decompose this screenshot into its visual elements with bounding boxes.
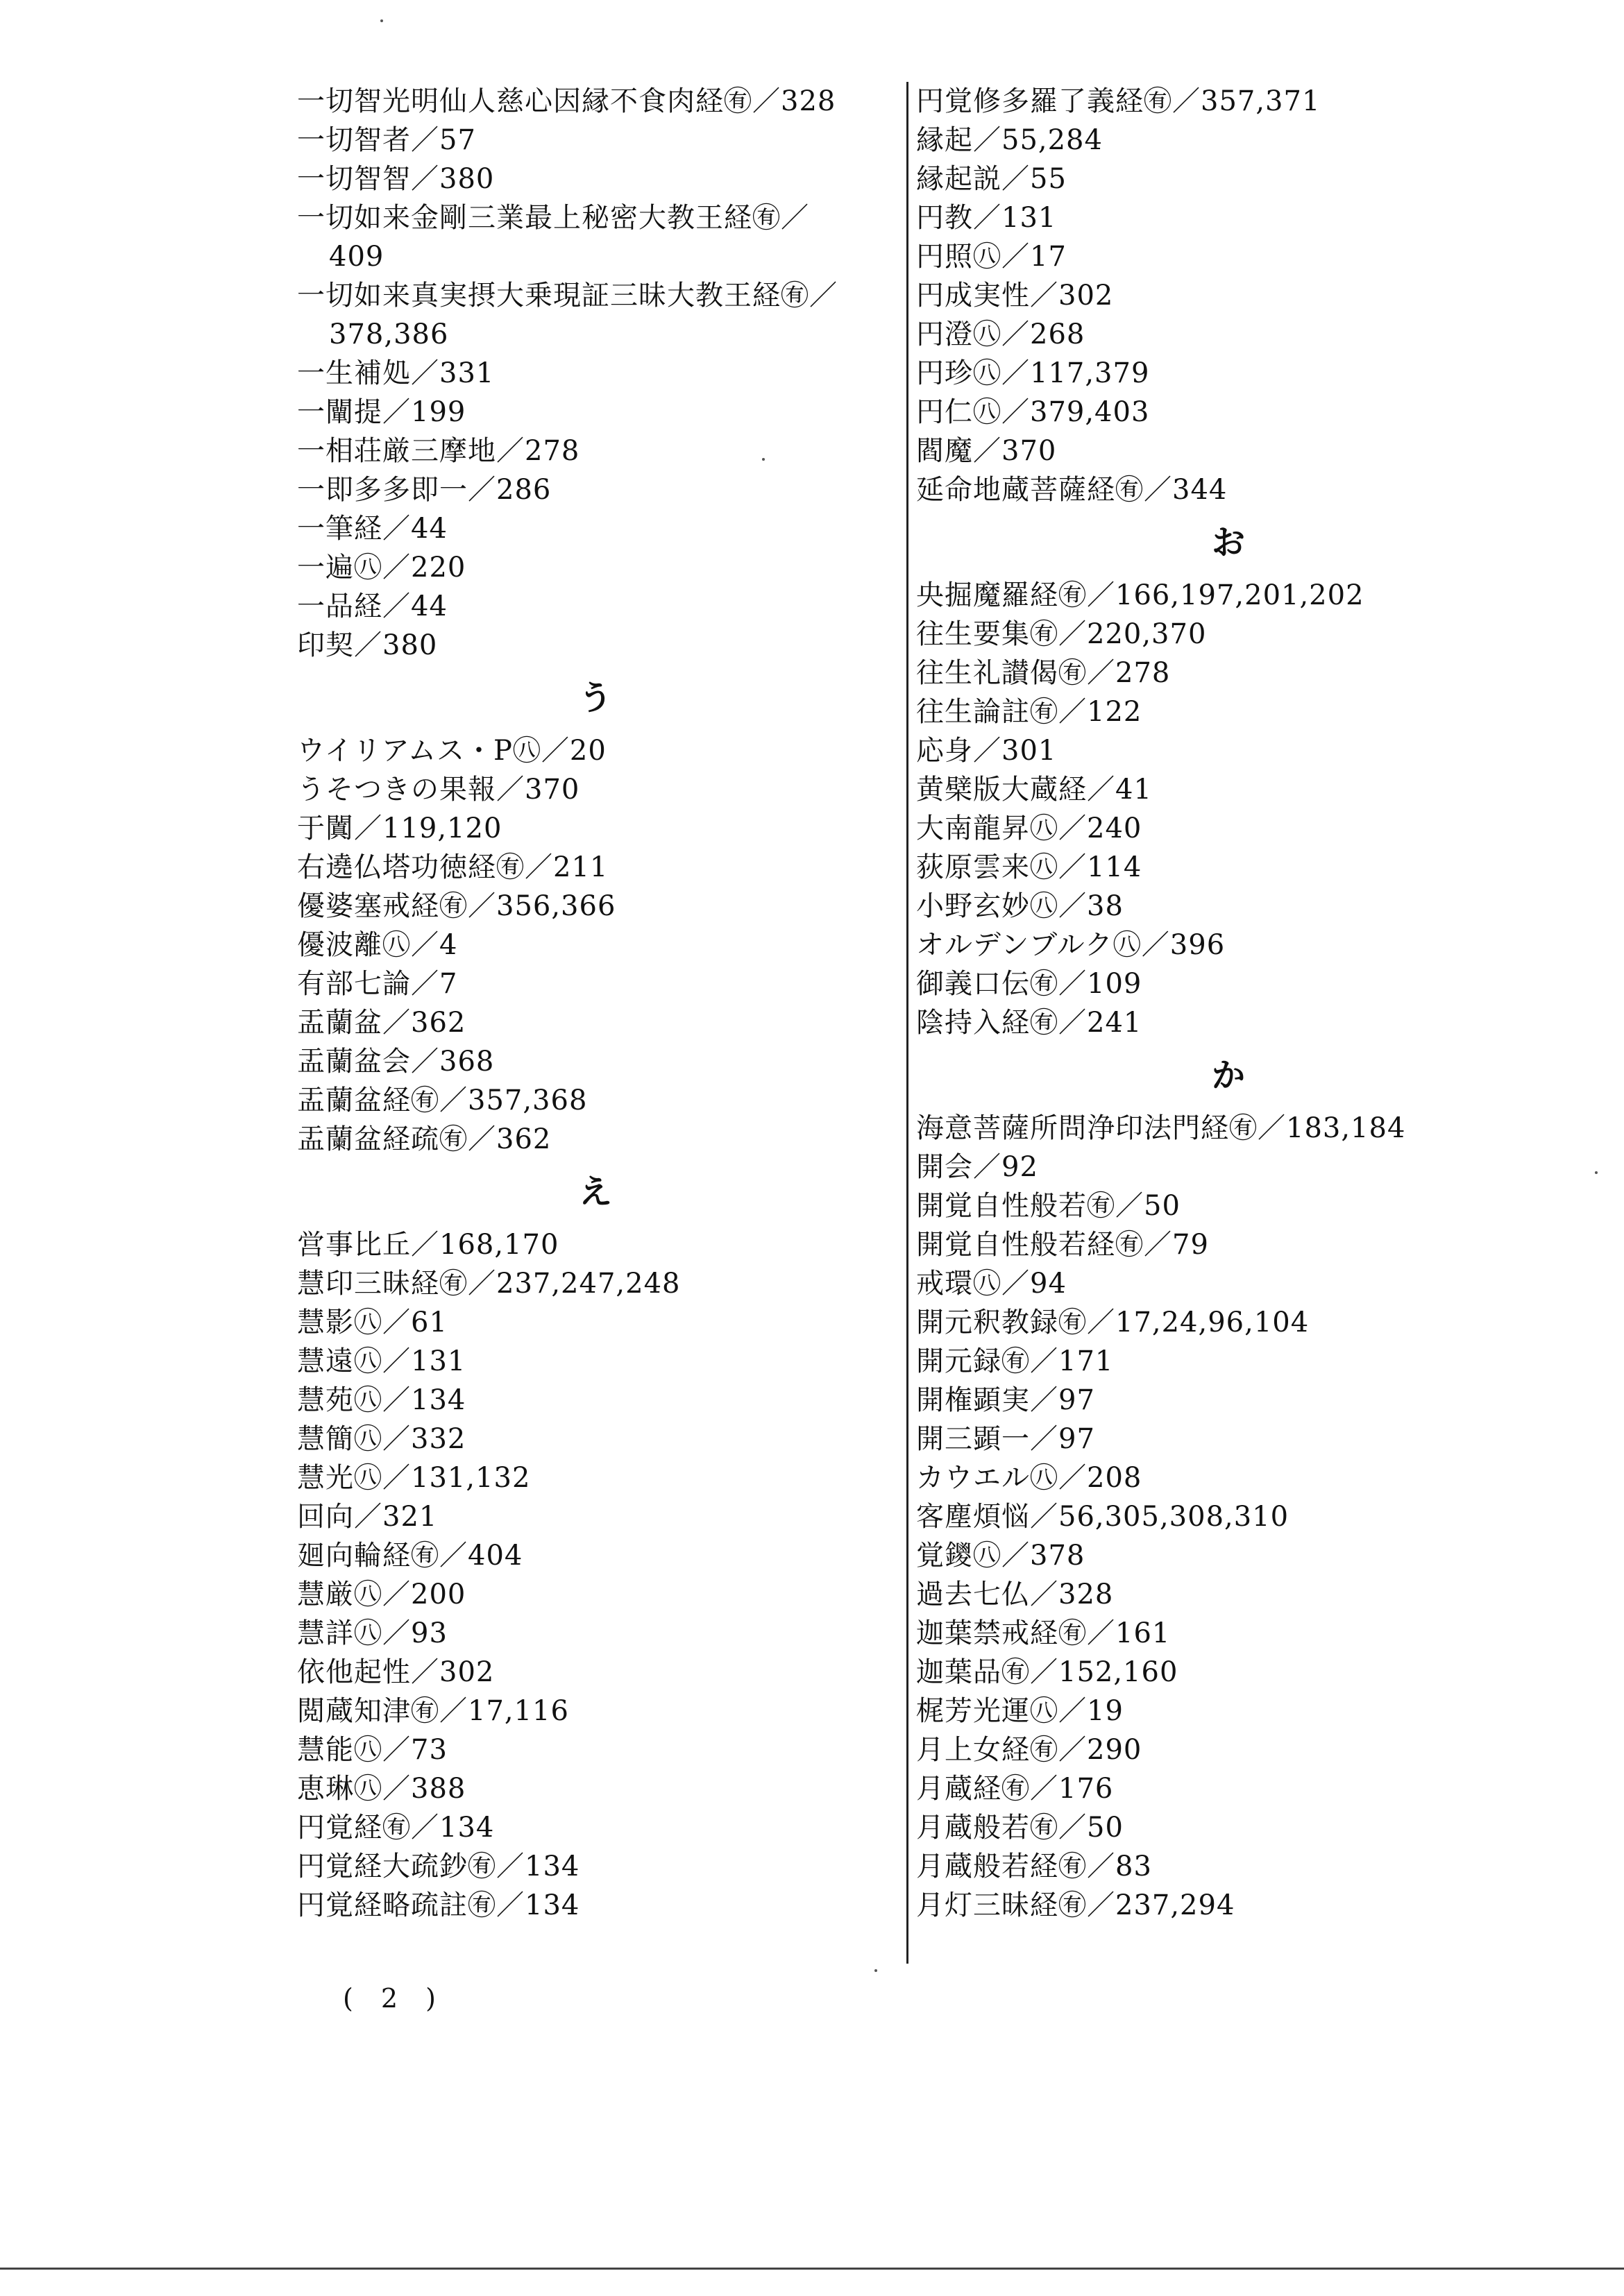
index-entry: 慧詳㊇／93 xyxy=(297,1617,448,1649)
index-entry: 御義口伝㊒／109 xyxy=(916,968,1142,1000)
index-entry: 開三顕一／97 xyxy=(916,1423,1095,1455)
index-entry: 開権顕実／97 xyxy=(916,1384,1095,1416)
index-entry: 盂蘭盆経疏㊒／362 xyxy=(297,1123,552,1155)
index-entry: 迦葉品㊒／152,160 xyxy=(916,1656,1178,1688)
index-entry: 開会／92 xyxy=(916,1151,1038,1183)
index-entry: 廻向輪経㊒／404 xyxy=(297,1540,523,1572)
index-entry: オルデンブルク㊇／396 xyxy=(916,929,1226,961)
index-entry: 月灯三昧経㊒／237,294 xyxy=(916,1889,1235,1921)
index-entry: 恵琳㊇／388 xyxy=(297,1773,466,1805)
index-entry: うそつきの果報／370 xyxy=(297,774,580,806)
scan-speck xyxy=(874,1969,877,1972)
index-entry: ウイリアムス・P㊇／20 xyxy=(297,735,607,767)
section-heading: お xyxy=(1211,523,1245,562)
index-entry: 陰持入経㊒／241 xyxy=(916,1007,1142,1039)
index-entry: 一切智者／57 xyxy=(297,124,476,156)
index-entry: 荻原雲来㊇／114 xyxy=(916,851,1142,883)
index-entry: 有部七論／7 xyxy=(297,968,458,1000)
index-entry: 一品経／44 xyxy=(297,590,448,622)
index-entry: 営事比丘／168,170 xyxy=(297,1229,559,1261)
index-entry: 一切智智／380 xyxy=(297,163,495,195)
index-entry: 客塵煩悩／56,305,308,310 xyxy=(916,1501,1289,1533)
index-entry: カウエル㊇／208 xyxy=(916,1462,1142,1494)
page-number: ( 2 ) xyxy=(343,1983,446,2014)
index-entry: 迦葉禁戒経㊒／161 xyxy=(916,1617,1171,1649)
index-entry: 月上女経㊒／290 xyxy=(916,1734,1142,1766)
index-entry: 覚鑁㊇／378 xyxy=(916,1540,1085,1572)
index-entry: 慧能㊇／73 xyxy=(297,1734,448,1766)
index-entry: 小野玄妙㊇／38 xyxy=(916,890,1124,922)
index-entry: 開元釈教録㊒／17,24,96,104 xyxy=(916,1307,1310,1338)
index-entry: 開覚自性般若経㊒／79 xyxy=(916,1229,1209,1261)
index-entry: 慧厳㊇／200 xyxy=(297,1579,466,1610)
index-entry: 開覚自性般若㊒／50 xyxy=(916,1190,1181,1222)
index-entry: 月蔵経㊒／176 xyxy=(916,1773,1114,1805)
index-entry-continuation: 378,386 xyxy=(329,318,449,350)
index-entry: 大南龍昇㊇／240 xyxy=(916,813,1142,844)
index-entry: 往生要集㊒／220,370 xyxy=(916,618,1207,650)
index-entry: 慧遠㊇／131 xyxy=(297,1345,466,1377)
index-entry: 円成実性／302 xyxy=(916,280,1114,312)
index-entry: 閻魔／370 xyxy=(916,435,1057,467)
index-entry: 応身／301 xyxy=(916,735,1057,767)
index-entry: 一筆経／44 xyxy=(297,513,448,545)
index-entry: 央掘魔羅経㊒／166,197,201,202 xyxy=(916,579,1364,611)
index-column-right xyxy=(916,82,1541,1925)
index-entry: 往生礼讃偈㊒／278 xyxy=(916,657,1171,689)
index-entry: 円覚経㊒／134 xyxy=(297,1812,495,1844)
index-entry: 盂蘭盆／362 xyxy=(297,1007,466,1039)
index-entry: 慧簡㊇／332 xyxy=(297,1423,466,1455)
scan-speck xyxy=(380,19,383,22)
index-entry: 慧影㊇／61 xyxy=(297,1307,448,1338)
index-column-left xyxy=(297,82,894,1925)
index-entry: 縁起説／55 xyxy=(916,163,1067,195)
index-entry: 回向／321 xyxy=(297,1501,438,1533)
index-entry: 一切如来真実摂大乗現証三昧大教王経㊒／ xyxy=(297,280,838,312)
index-entry: 慧印三昧経㊒／237,247,248 xyxy=(297,1268,681,1300)
index-entry: 盂蘭盆経㊒／357,368 xyxy=(297,1085,588,1116)
index-entry: 一生補処／331 xyxy=(297,357,495,389)
index-entry: 一遍㊇／220 xyxy=(297,552,466,584)
index-entry: 縁起／55,284 xyxy=(916,124,1103,156)
section-heading: え xyxy=(578,1173,612,1211)
index-entry: 一切智光明仙人慈心因縁不食肉経㊒／328 xyxy=(297,85,836,117)
index-entry: 過去七仏／328 xyxy=(916,1579,1114,1610)
index-entry: 優婆塞戒経㊒／356,366 xyxy=(297,890,616,922)
index-entry: 円珍㊇／117,379 xyxy=(916,357,1150,389)
index-entry: 一切如来金剛三業最上秘密大教王経㊒／ xyxy=(297,202,809,234)
section-heading: か xyxy=(1211,1056,1245,1095)
index-entry: 往生論註㊒／122 xyxy=(916,696,1142,728)
index-entry: 円覚経略疏註㊒／134 xyxy=(297,1889,580,1921)
index-entry: 優波離㊇／4 xyxy=(297,929,458,961)
index-entry: 延命地蔵菩薩経㊒／344 xyxy=(916,474,1228,506)
index-entry-continuation: 409 xyxy=(329,241,384,273)
index-entry: 円仁㊇／379,403 xyxy=(916,396,1150,428)
index-entry: 月蔵般若経㊒／83 xyxy=(916,1851,1152,1882)
index-entry: 依他起性／302 xyxy=(297,1656,495,1688)
index-entry: 円照㊇／17 xyxy=(916,241,1067,273)
index-entry: 梶芳光運㊇／19 xyxy=(916,1695,1124,1727)
index-entry: 海意菩薩所問浄印法門経㊒／183,184 xyxy=(916,1112,1406,1144)
index-entry: 月蔵般若㊒／50 xyxy=(916,1812,1124,1844)
index-entry: 一闡提／199 xyxy=(297,396,466,428)
index-entry: 黄檗版大蔵経／41 xyxy=(916,774,1152,806)
index-entry: 盂蘭盆会／368 xyxy=(297,1046,495,1078)
index-entry: 于闐／119,120 xyxy=(297,813,502,844)
index-entry: 円覚経大疏鈔㊒／134 xyxy=(297,1851,580,1882)
scan-speck xyxy=(1595,1171,1598,1174)
index-entry: 戒環㊇／94 xyxy=(916,1268,1067,1300)
index-entry: 円澄㊇／268 xyxy=(916,318,1085,350)
index-entry: 右遶仏塔功徳経㊒／211 xyxy=(297,851,609,883)
index-entry: 開元録㊒／171 xyxy=(916,1345,1114,1377)
index-entry: 慧苑㊇／134 xyxy=(297,1384,466,1416)
index-entry: 印契／380 xyxy=(297,629,438,661)
index-entry: 一即多多即一／286 xyxy=(297,474,552,506)
index-entry: 円覚修多羅了義経㊒／357,371 xyxy=(916,85,1321,117)
index-entry: 閲蔵知津㊒／17,116 xyxy=(297,1695,569,1727)
section-heading: う xyxy=(578,679,612,717)
scan-speck xyxy=(762,458,765,461)
column-divider xyxy=(906,82,908,1964)
index-entry: 円教／131 xyxy=(916,202,1057,234)
index-entry: 慧光㊇／131,132 xyxy=(297,1462,531,1494)
bottom-rule xyxy=(0,2268,1624,2270)
index-entry: 一相荘厳三摩地／278 xyxy=(297,435,580,467)
